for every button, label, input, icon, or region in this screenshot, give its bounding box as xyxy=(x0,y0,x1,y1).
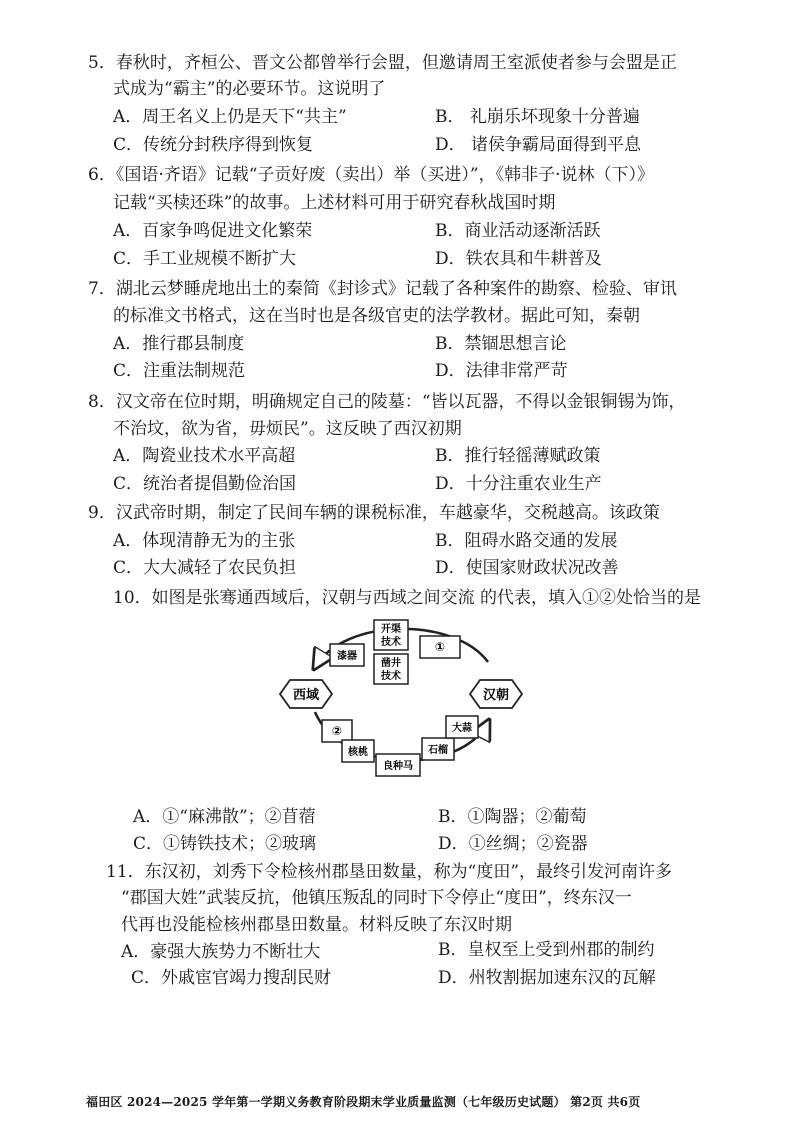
q6-option-a: A．百家争鸣促进文化繁荣 xyxy=(113,221,313,241)
svg-text:大蒜: 大蒜 xyxy=(452,723,472,734)
q11-stem-line2: “郡国大姓”武装反抗，他镇压叛乱的同时下令停止“度田”，终东汉一 xyxy=(121,888,632,908)
svg-text:石榴: 石榴 xyxy=(428,745,448,756)
q7-option-b: B．禁锢思想言论 xyxy=(435,334,567,354)
item-pomegranate xyxy=(422,738,454,760)
q11-option-d: D．州牧割据加速东汉的瓦解 xyxy=(438,968,656,988)
q5-stem-line2: 式成为“霸主”的必要环节。这说明了 xyxy=(113,79,386,99)
q10-option-a: A．①“麻沸散”；②苜蓿 xyxy=(133,807,316,827)
svg-text:良种马: 良种马 xyxy=(383,761,413,772)
q9-option-a: A．体现清静无为的主张 xyxy=(113,531,296,551)
svg-text:核桃: 核桃 xyxy=(348,747,368,758)
item-garlic xyxy=(446,716,478,738)
svg-text:漆器: 漆器 xyxy=(337,651,357,662)
q5-option-a: A．周王名义上仍是天下“共主” xyxy=(113,107,347,127)
q7-option-a: A．推行郡县制度 xyxy=(113,334,245,354)
q8-option-a: A．陶瓷业技术水平高超 xyxy=(113,446,296,466)
item-fine-horse xyxy=(376,754,420,776)
q8-option-d: D．十分注重农业生产 xyxy=(435,474,602,494)
q11-option-b: B．皇权至上受到州郡的制约 xyxy=(438,940,655,960)
q6-option-b: B．商业活动逐渐活跃 xyxy=(435,221,601,241)
q7-option-c: C．注重法制规范 xyxy=(113,361,246,381)
item-walnut xyxy=(342,740,374,762)
item-blank-2 xyxy=(322,720,352,742)
q10-option-c: C．①铸铁技术；②玻璃 xyxy=(133,834,317,854)
item-well-technique xyxy=(374,654,408,684)
page-footer: 福田区 2024—2025 学年第一学期义务教育阶段期末学业质量监测（七年级历史试题） 第2页 共6页 xyxy=(86,1095,641,1109)
west-region-node xyxy=(280,680,332,708)
q5-stem-line1: 5．春秋时，齐桓公、晋文公都曾举行会盟，但邀请周王室派使者参与会盟是正 xyxy=(88,53,677,73)
west-label: 西域 xyxy=(292,688,320,703)
han-dynasty-node xyxy=(470,680,522,708)
svg-text:技术: 技术 xyxy=(381,637,401,648)
q11-option-a: A．豪强大族势力不断壮大 xyxy=(121,942,321,962)
q5-option-d: D． 诸侯争霸局面得到平息 xyxy=(435,135,642,155)
svg-text:①: ① xyxy=(434,640,446,654)
q6-option-c: C．手工业规模不断扩大 xyxy=(113,249,297,269)
q7-stem-line1: 7．湖北云梦睡虎地出土的秦简《封诊式》记载了各种案件的勘察、检验、审讯 xyxy=(88,279,677,299)
svg-text:凿井: 凿井 xyxy=(381,658,401,669)
item-canal-technique xyxy=(374,620,408,650)
q7-option-d: D．法律非常严苛 xyxy=(435,361,568,381)
q6-stem-line1: 6．《国语·齐语》记载“子贡好废（卖出）举（买进）”，《韩非子·说林（下）》 xyxy=(88,165,655,185)
q6-option-d: D．铁农具和牛耕普及 xyxy=(435,249,602,269)
item-blank-1 xyxy=(420,636,460,658)
q6-stem-line2: 记载“买椟还珠”的故事。上述材料可用于研究春秋战国时期 xyxy=(113,193,556,213)
q10-option-d: D．①丝绸；②瓷器 xyxy=(438,834,588,854)
q8-stem-line2: 不治坟，欲为省，毋烦民”。这反映了西汉初期 xyxy=(113,419,462,439)
exchange-diagram xyxy=(270,612,530,807)
q5-option-c: C．传统分封秩序得到恢复 xyxy=(113,135,314,155)
q9-option-c: C．大大减轻了农民负担 xyxy=(113,558,297,578)
q9-stem-line1: 9．汉武帝时期，制定了民间车辆的课税标准，车越豪华，交税越高。该政策 xyxy=(88,503,660,523)
q8-stem-line1: 8．汉文帝在位时期，明确规定自己的陵墓：“皆以瓦器，不得以金银铜锡为饰， xyxy=(88,392,686,412)
q5-option-b: B． 礼崩乐坏现象十分普遍 xyxy=(435,107,640,127)
q8-option-c: C．统治者提倡勤俭治国 xyxy=(113,474,297,494)
svg-text:技术: 技术 xyxy=(381,671,401,682)
q10-option-b: B．①陶器；②葡萄 xyxy=(438,807,587,827)
q11-option-c: C．外戚宦官竭力搜刮民财 xyxy=(131,968,332,988)
q7-stem-line2: 的标准文书格式，这在当时也是各级官吏的法学教材。据此可知，秦朝 xyxy=(113,306,640,326)
q11-stem-line3: 代再也没能检核州郡垦田数量。材料反映了东汉时期 xyxy=(121,915,512,935)
svg-text:开渠: 开渠 xyxy=(381,624,401,635)
han-label: 汉朝 xyxy=(482,688,510,703)
q8-option-b: B．推行轻徭薄赋政策 xyxy=(435,446,601,466)
item-lacquerware xyxy=(330,644,364,666)
q10-stem-line1: 10．如图是张骞通西域后，汉朝与西域之间交流 的代表，填入①②处恰当的是 xyxy=(113,588,702,608)
svg-text:②: ② xyxy=(331,724,343,738)
q11-stem-line1: 11．东汉初，刘秀下令检核州郡垦田数量，称为“度田”，最终引发河南许多 xyxy=(106,862,673,882)
q9-option-b: B．阻碍水路交通的发展 xyxy=(435,531,618,551)
q9-option-d: D．使国家财政状况改善 xyxy=(435,558,619,578)
